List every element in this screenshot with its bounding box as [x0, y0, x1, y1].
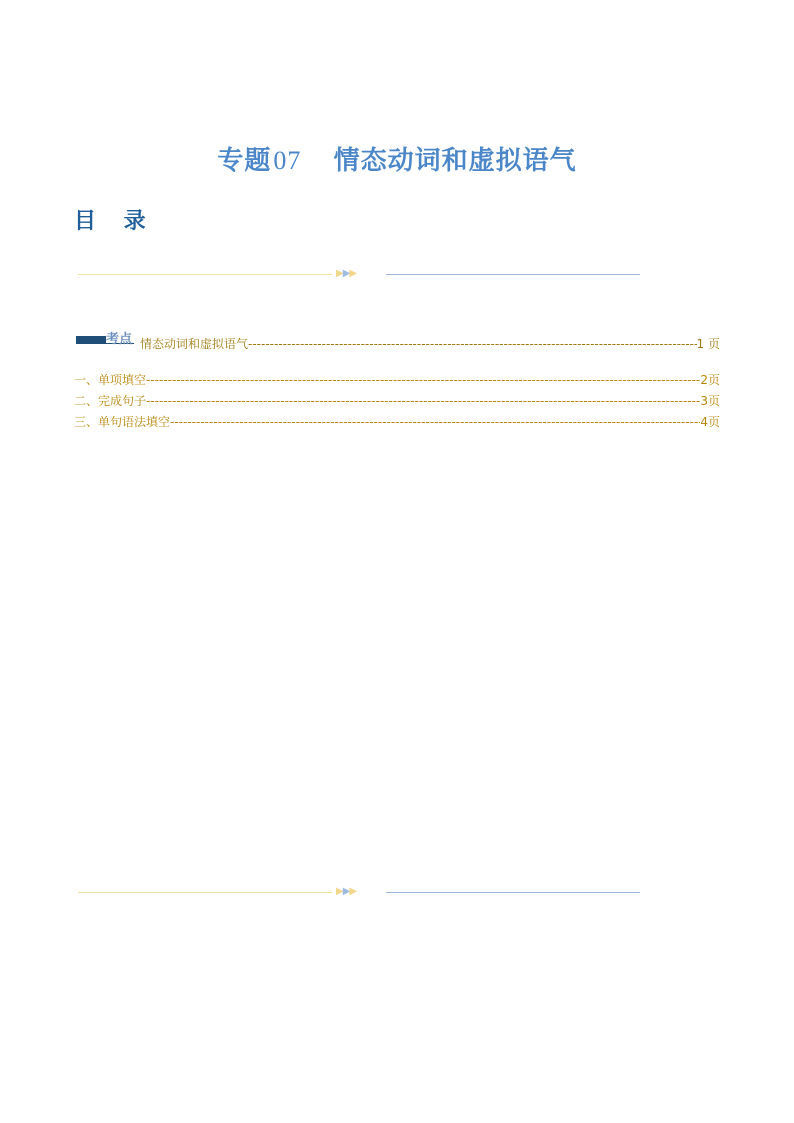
toc-entry-label: 情态动词和虚拟语气 — [140, 337, 249, 351]
toc-entry-page: 3页 — [700, 394, 720, 408]
toc-entry-2[interactable] — [74, 392, 720, 409]
toc-entry-page: 4页 — [700, 415, 720, 429]
divider-right-line — [386, 892, 640, 893]
divider-arrows-icon: ▶▶▶ — [336, 886, 357, 897]
toc-entry-page: 1 页 — [696, 337, 720, 351]
divider-left-line — [78, 274, 332, 275]
toc-entry-label: 三、单句语法填空 — [74, 415, 171, 429]
title-text: 情态动词和虚拟语气 — [333, 146, 577, 176]
divider-arrows-icon: ▶▶▶ — [336, 268, 357, 279]
section-badge — [74, 328, 138, 348]
top-divider — [78, 270, 640, 280]
toc-entry-label: 二、完成句子 — [74, 394, 147, 408]
toc-entry-1[interactable] — [74, 371, 720, 388]
toc-entry-main[interactable] — [140, 335, 720, 352]
toc-leader-dots — [170, 415, 700, 429]
document-title — [0, 140, 794, 177]
toc-leader-dots — [146, 394, 700, 408]
toc-heading: 目 录 — [74, 209, 156, 234]
title-number: 07 — [273, 146, 302, 175]
toc-leader-dots — [248, 337, 697, 351]
toc-entry-page: 2页 — [700, 373, 720, 387]
badge-label: 考点 — [106, 332, 133, 347]
badge-bar — [76, 336, 106, 343]
toc-entry-label: 一、单项填空 — [74, 373, 147, 387]
title-prefix: 专题 — [217, 146, 272, 176]
bottom-divider — [78, 888, 640, 898]
divider-left-line — [78, 892, 332, 893]
toc-entry-3[interactable] — [74, 413, 720, 430]
toc-leader-dots — [146, 373, 700, 387]
divider-right-line — [386, 274, 640, 275]
